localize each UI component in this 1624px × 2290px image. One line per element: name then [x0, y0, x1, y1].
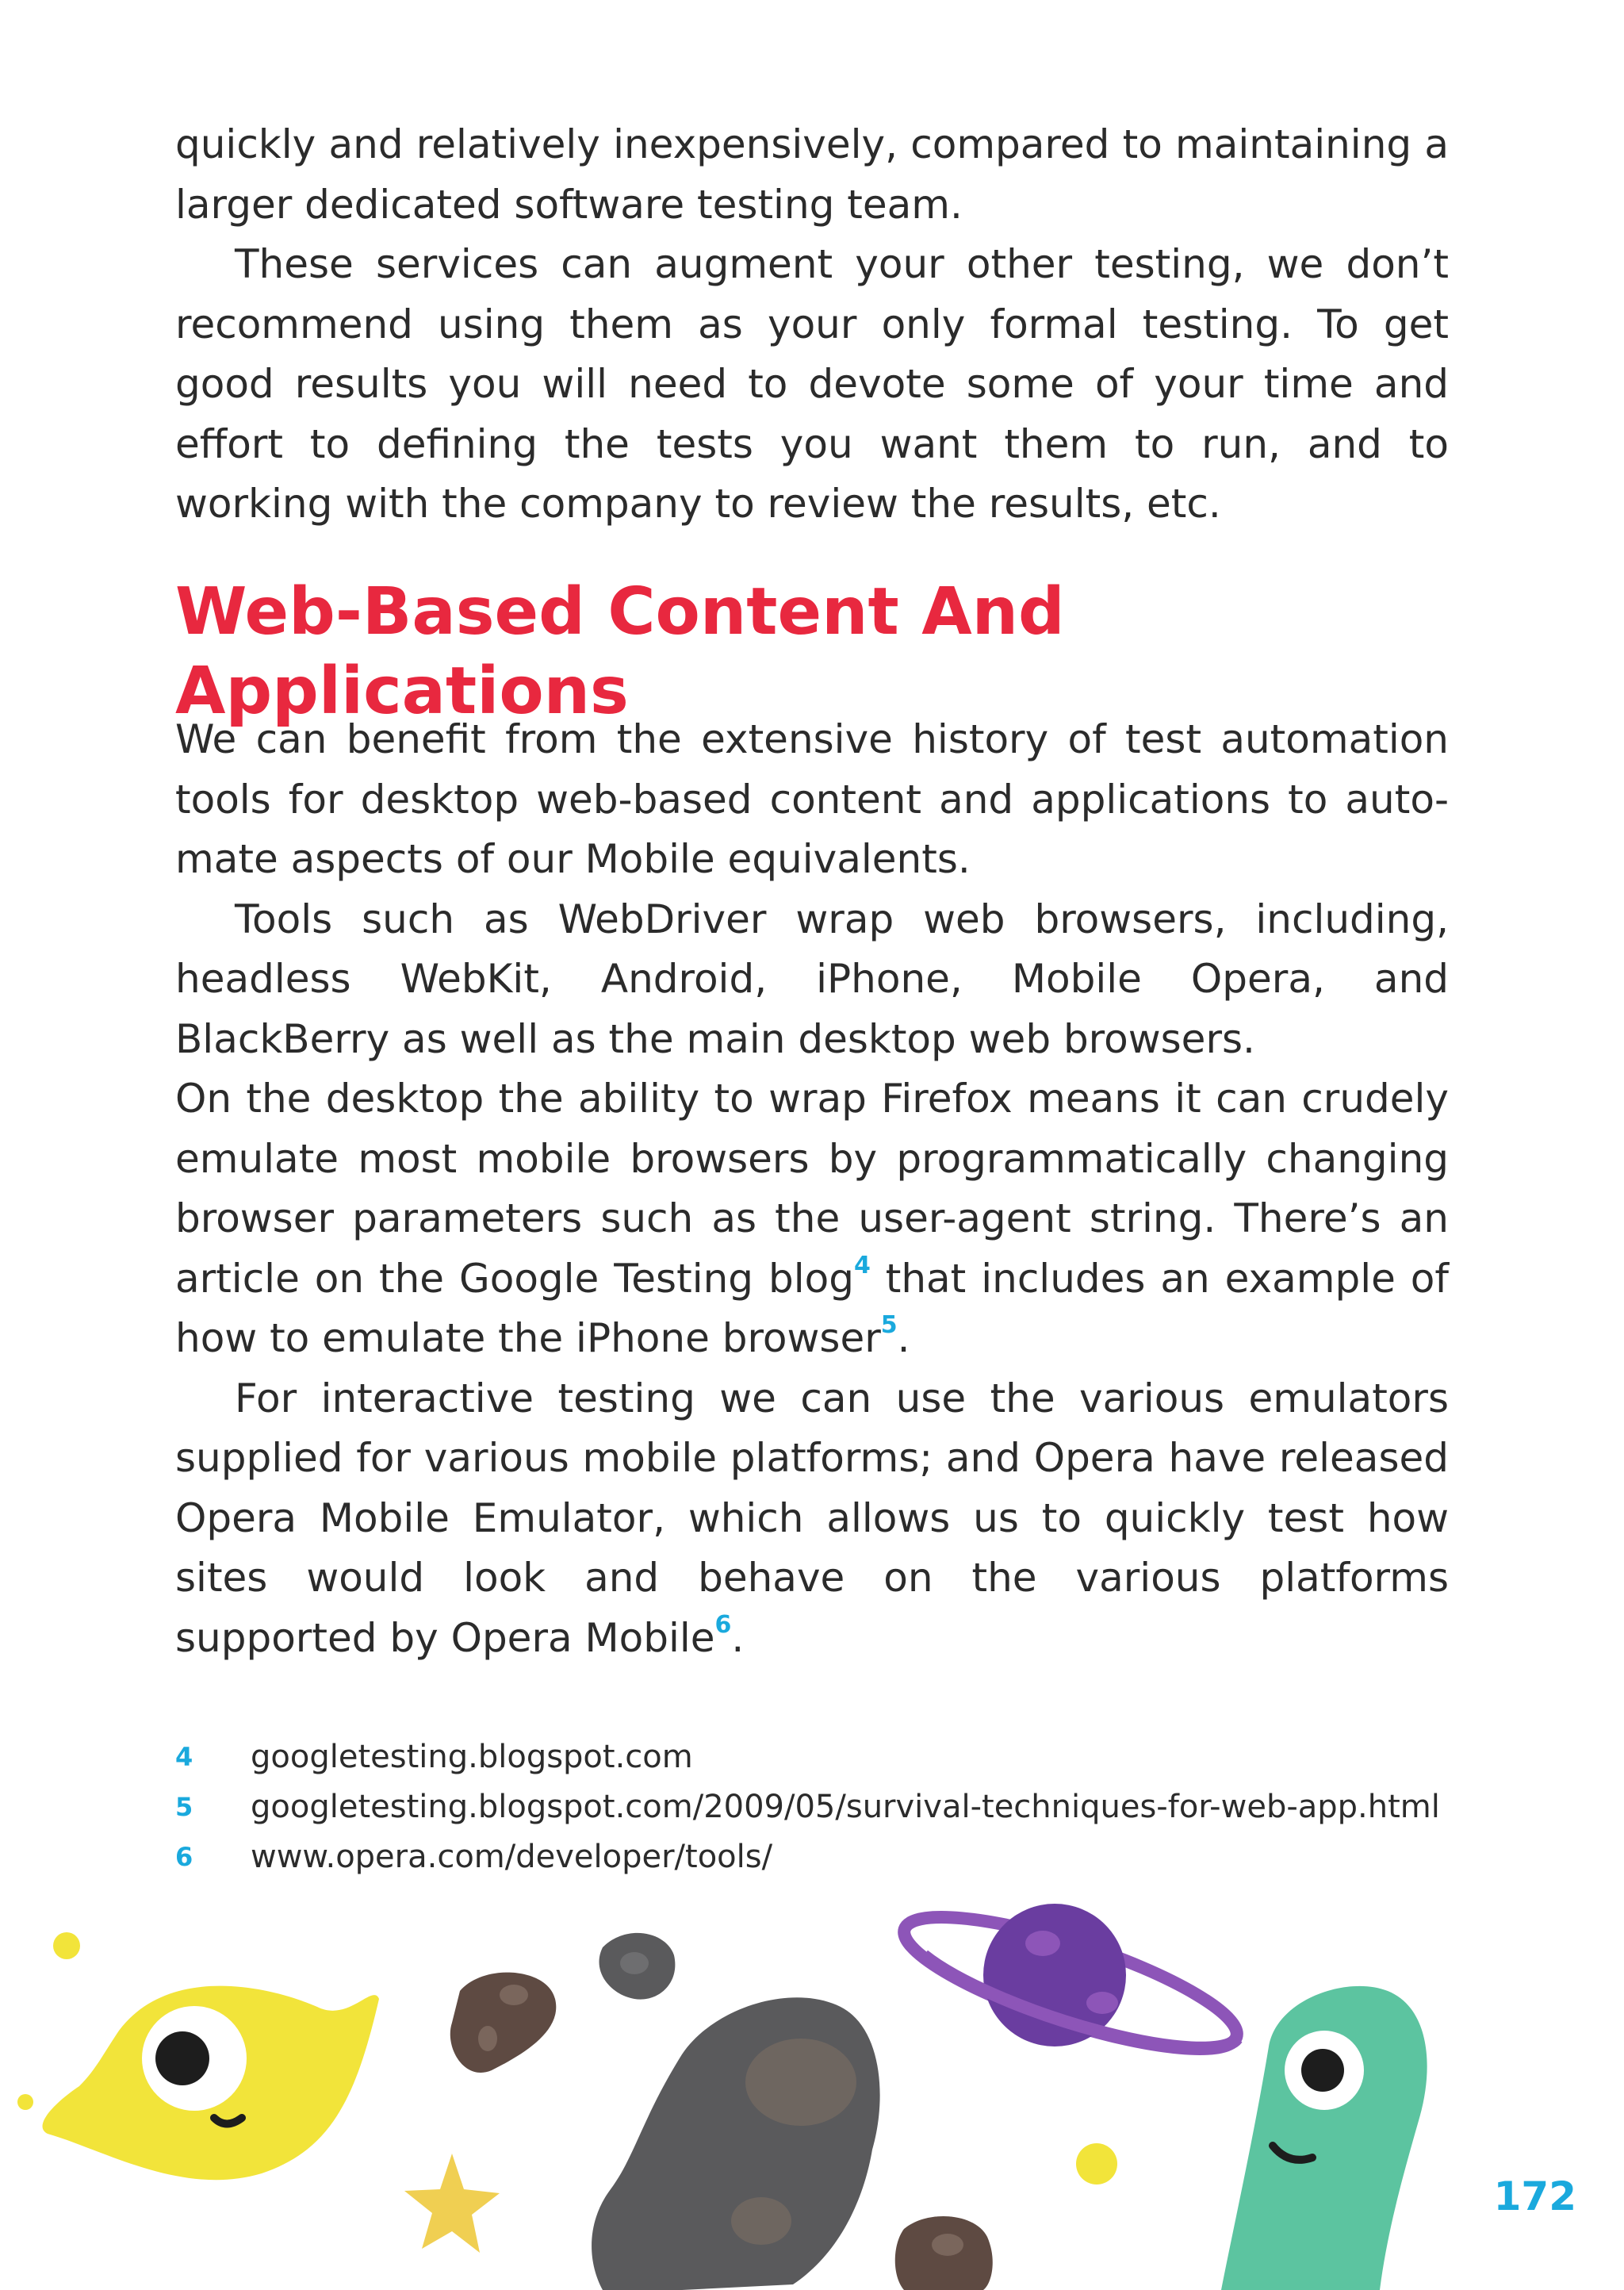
intro-text [175, 115, 1449, 535]
footnote-ref[interactable]: 6 [714, 1610, 732, 1639]
yellow-monster-icon [43, 1986, 379, 2181]
footnote-item [175, 1782, 1484, 1832]
footnotes [175, 1732, 1484, 1882]
footnote-item [175, 1732, 1484, 1782]
footnote-ref[interactable]: 5 [880, 1311, 898, 1339]
footnote-number: 5 [175, 1792, 193, 1822]
paragraph: quickly and relatively inexpensively, compared to maintaining a larger dedicated software testing team. [175, 121, 1449, 228]
footnote-text[interactable]: www.opera.com/developer/tools/ [251, 1839, 773, 1875]
page-number: 172 [1493, 2173, 1576, 2219]
footnote-item [175, 1832, 1484, 1882]
footnote-text[interactable]: googletesting.blogspot.com [251, 1739, 693, 1775]
paragraph: For interactive testing we can use the various emulators supplied for various mobile platforms; and Opera have released Opera Mobile Emulator, which allows us to quickly test how sites would look and behave on the various platforms supported by Opera Mobile$^6$. [175, 1375, 1449, 1661]
asteroid-icon [592, 1997, 880, 2290]
footnote-text[interactable]: googletesting.blogspot.com/2009/05/survival-techniques-for-web-app.html [251, 1789, 1440, 1825]
paragraph: We can benefit from the extensive history of test automation tools for desktop web-based content and applications to automate aspects of our Mobile equivalents. [175, 716, 1449, 882]
dot-icon [17, 2094, 33, 2110]
footnote-ref[interactable]: 4 [853, 1251, 871, 1279]
dot-icon [1076, 2143, 1117, 2185]
paragraph: These services can augment your other testing, we don’t recommend using them as your only formal testing. To get good results you will need to devote some of your time and effort to defining the tests you want them to run, and to working with the company to review the results, etc. [175, 241, 1449, 527]
ringed-planet-icon [892, 1891, 1248, 2074]
green-monster-icon [1221, 1986, 1427, 2290]
paragraph: Tools such as WebDriver wrap web browsers, including, headless WebKit, Android, iPhone, Mobile Opera, and BlackBerry as well as the main desktop web browsers. [175, 896, 1449, 1062]
section-heading: Web-Based Content And Applications [175, 574, 1065, 729]
space-illustration [0, 1888, 1624, 2290]
asteroid-icon [450, 1973, 557, 2073]
paragraph: On the desktop the ability to wrap Firefox means it can crudely emulate most mobile browsers by programmatically changing browser parameters such as the user-agent string. There’s an article on the Google Testing blog$^4$ that includes an example of how to emulate the iPhone browser$^5$. [175, 1076, 1449, 1361]
dot-icon [53, 1932, 80, 1959]
star-icon [404, 2154, 500, 2253]
footnote-number: 4 [175, 1742, 193, 1772]
section-body [175, 710, 1449, 1668]
footnote-number: 6 [175, 1842, 193, 1872]
